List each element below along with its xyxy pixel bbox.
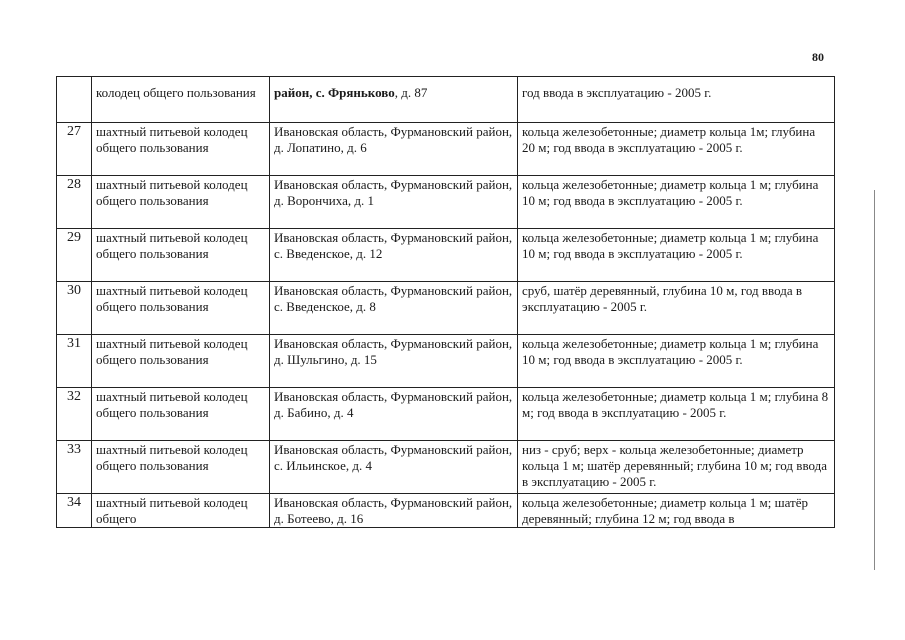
object-description: год ввода в эксплуатацию - 2005 г. <box>518 77 835 123</box>
row-number: 32 <box>57 388 92 441</box>
object-address: Ивановская область, Фурмановский район, с. Введенское, д. 12 <box>270 229 518 282</box>
object-description: кольца железобетонные; диаметр кольца 1 м; шатёр деревянный; глубина 12 м; год ввода в <box>518 494 835 528</box>
table-row <box>57 176 835 229</box>
table-row <box>57 282 835 335</box>
address-bold-part: район, с. Фряньково <box>274 85 395 100</box>
row-number: 33 <box>57 441 92 494</box>
table-row-continuation <box>57 77 835 123</box>
object-name: шахтный питьевой колодец общего пользования <box>92 229 270 282</box>
object-address: Ивановская область, Фурмановский район, с. Введенское, д. 8 <box>270 282 518 335</box>
object-address: Ивановская область, Фурмановский район, д. Лопатино, д. 6 <box>270 123 518 176</box>
object-address <box>270 77 518 123</box>
table-row <box>57 335 835 388</box>
object-name: шахтный питьевой колодец общего пользования <box>92 123 270 176</box>
page-number: 80 <box>812 50 824 64</box>
row-number <box>57 77 92 123</box>
object-description: кольца железобетонные; диаметр кольца 1 м; глубина 10 м; год ввода в эксплуатацию - 2005 г. <box>518 229 835 282</box>
object-name: шахтный питьевой колодец общего пользования <box>92 441 270 494</box>
row-number: 31 <box>57 335 92 388</box>
object-name: колодец общего пользования <box>92 77 270 123</box>
row-number: 28 <box>57 176 92 229</box>
table-row <box>57 494 835 528</box>
table-row <box>57 441 835 494</box>
object-description: кольца железобетонные; диаметр кольца 1 м; глубина 10 м; год ввода в эксплуатацию - 2005 г. <box>518 335 835 388</box>
object-name: шахтный питьевой колодец общего пользования <box>92 335 270 388</box>
object-address: Ивановская область, Фурмановский район, д. Шульгино, д. 15 <box>270 335 518 388</box>
object-name: шахтный питьевой колодец общего пользования <box>92 282 270 335</box>
object-address: Ивановская область, Фурмановский район, с. Ильинское, д. 4 <box>270 441 518 494</box>
object-address: Ивановская область, Фурмановский район, д. Ворончиха, д. 1 <box>270 176 518 229</box>
object-description: кольца железобетонные; диаметр кольца 1м; глубина 20 м; год ввода в эксплуатацию - 2005 г. <box>518 123 835 176</box>
object-name: шахтный питьевой колодец общего пользования <box>92 176 270 229</box>
object-description: кольца железобетонные; диаметр кольца 1 м; глубина 8 м; год ввода в эксплуатацию - 2005 г. <box>518 388 835 441</box>
address-rest-part: , д. 87 <box>394 85 428 100</box>
object-description: кольца железобетонные; диаметр кольца 1 м; глубина 10 м; год ввода в эксплуатацию - 2005 г. <box>518 176 835 229</box>
wells-table <box>56 76 835 528</box>
object-address: Ивановская область, Фурмановский район, д. Бабино, д. 4 <box>270 388 518 441</box>
object-address: Ивановская область, Фурмановский район, д. Ботеево, д. 16 <box>270 494 518 528</box>
row-number: 30 <box>57 282 92 335</box>
object-name: шахтный питьевой колодец общего <box>92 494 270 528</box>
object-description: низ - сруб; верх - кольца железобетонные; диаметр кольца 1 м; шатёр деревянный; глубина 10 м; год ввода в эксплуатацию - 2005 г. <box>518 441 835 494</box>
row-number: 29 <box>57 229 92 282</box>
table-row <box>57 388 835 441</box>
wells-table-body <box>57 77 835 528</box>
row-number: 27 <box>57 123 92 176</box>
object-name: шахтный питьевой колодец общего пользования <box>92 388 270 441</box>
table-row <box>57 123 835 176</box>
row-number: 34 <box>57 494 92 528</box>
table-row <box>57 229 835 282</box>
object-description: сруб, шатёр деревянный, глубина 10 м, год ввода в эксплуатацию - 2005 г. <box>518 282 835 335</box>
scan-edge-line <box>874 190 875 570</box>
